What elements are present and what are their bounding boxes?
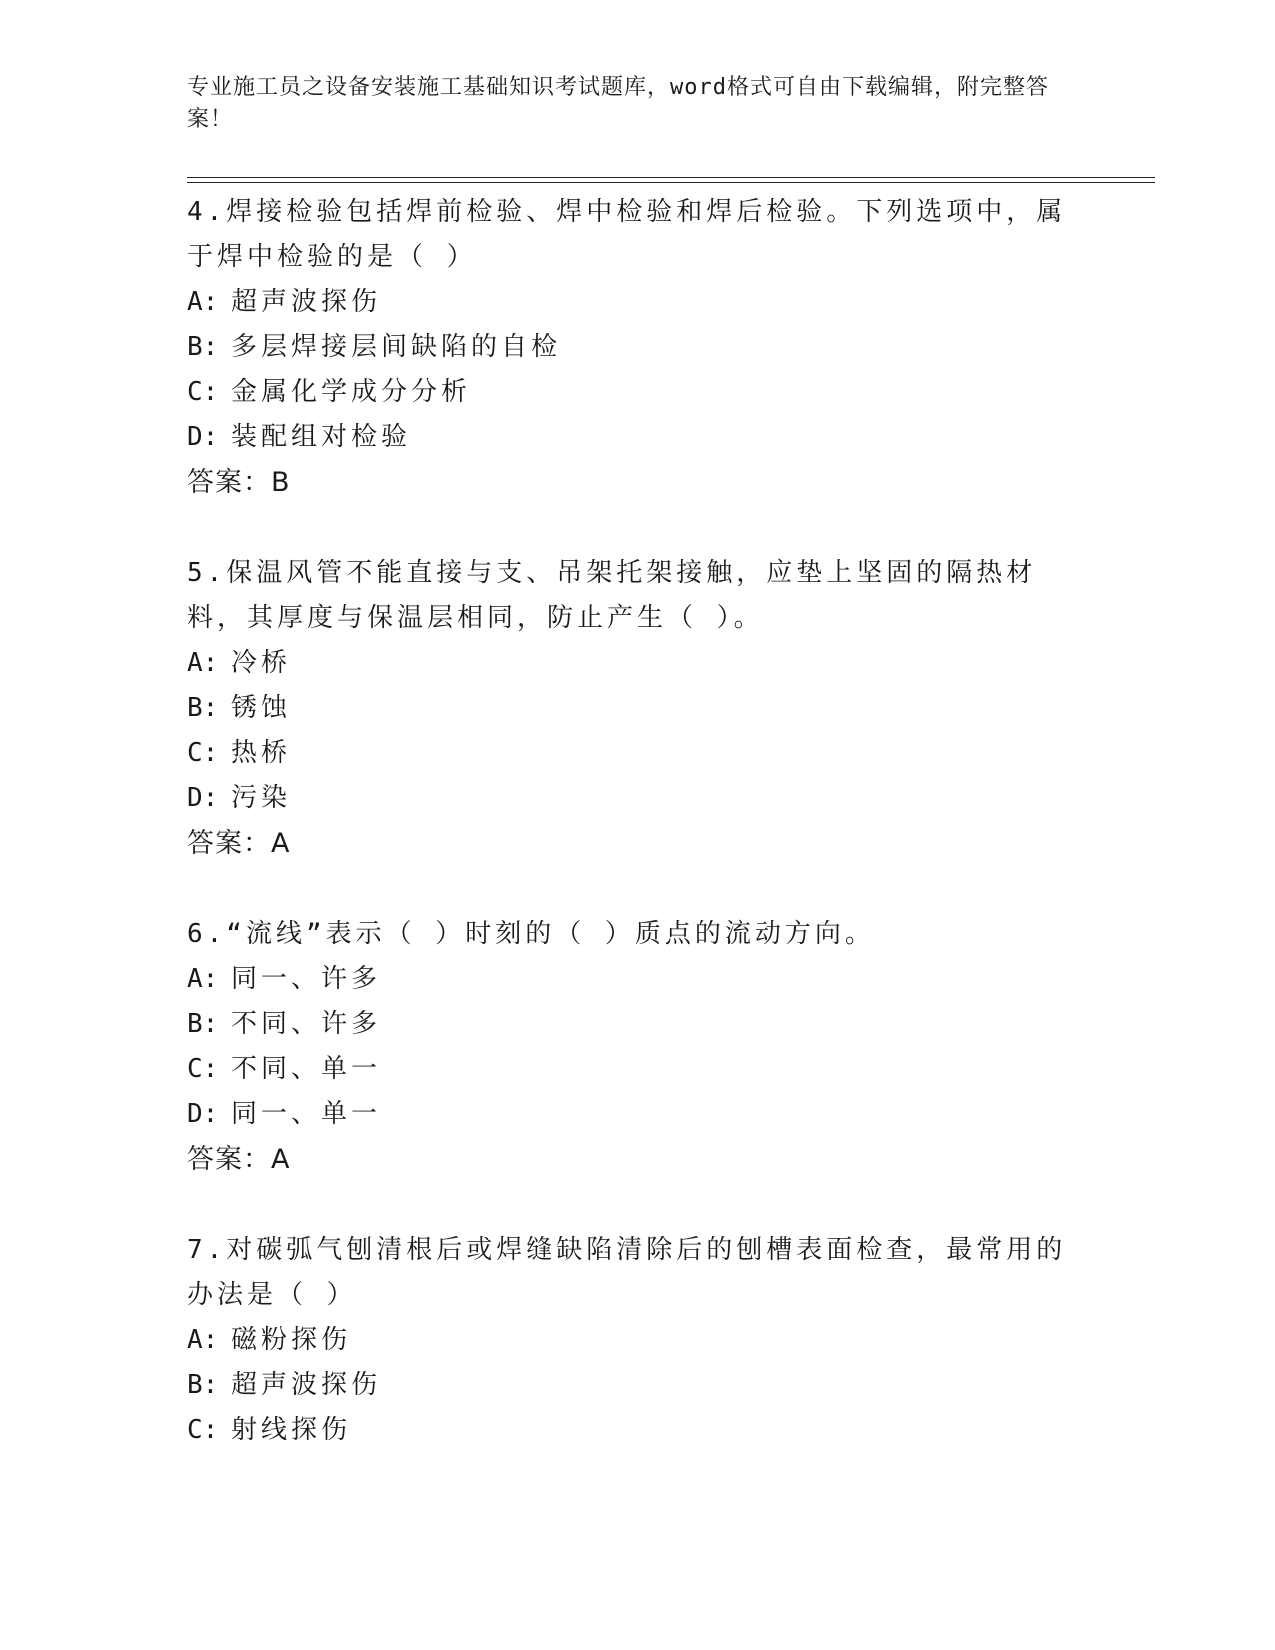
option-text: 射线探伤: [231, 1415, 352, 1445]
option-c: [187, 1047, 1067, 1092]
option-text: 金属化学成分分析: [231, 377, 472, 407]
option-letter: B:: [187, 332, 219, 362]
option-text: 不同、单一: [231, 1054, 382, 1084]
option-c: [187, 1408, 1067, 1453]
option-text: 同一、单一: [231, 1099, 382, 1129]
option-text: 不同、许多: [231, 1009, 382, 1039]
header-divider-bottom: [187, 182, 1155, 183]
option-letter: A:: [187, 287, 219, 317]
option-text: 装配组对检验: [231, 422, 412, 452]
option-letter: C:: [187, 377, 219, 407]
header-divider-top: [187, 177, 1155, 178]
option-text: 锈蚀: [231, 693, 292, 723]
option-text: 多层焊接层间缺陷的自检: [231, 332, 562, 362]
option-b: [187, 1363, 1067, 1408]
option-d: [187, 1092, 1067, 1137]
option-d: [187, 415, 1067, 460]
answer-line: 答案：B: [187, 467, 291, 498]
option-c: [187, 370, 1067, 415]
option-letter: D:: [187, 1099, 219, 1129]
option-b: [187, 325, 1067, 370]
option-letter: B:: [187, 1370, 219, 1400]
option-letter: D:: [187, 422, 219, 452]
question-6: [187, 912, 1067, 1182]
option-a: [187, 641, 1067, 686]
option-text: 磁粉探伤: [231, 1325, 352, 1355]
document-title: 专业施工员之设备安装施工基础知识考试题库，word格式可自由下载编辑，附完整答案！: [187, 75, 1049, 132]
answer-line: 答案：A: [187, 828, 291, 859]
question-4: [187, 190, 1067, 505]
option-a: [187, 280, 1067, 325]
option-letter: A:: [187, 1325, 219, 1355]
question-stem: 6.“流线”表示（ ）时刻的（ ）质点的流动方向。: [187, 919, 875, 949]
option-text: 热桥: [231, 738, 292, 768]
option-letter: C:: [187, 738, 219, 768]
question-stem: 4.焊接检验包括焊前检验、焊中检验和焊后检验。下列选项中，属于焊中检验的是（ ）: [187, 197, 1067, 272]
option-a: [187, 1318, 1067, 1363]
option-letter: A:: [187, 964, 219, 994]
option-b: [187, 1002, 1067, 1047]
option-d: [187, 776, 1067, 821]
answer-line: 答案：A: [187, 1144, 291, 1175]
option-a: [187, 957, 1067, 1002]
question-7: [187, 1228, 1067, 1453]
option-text: 同一、许多: [231, 964, 382, 994]
question-list: [187, 190, 1067, 1499]
question-stem: 5.保温风管不能直接与支、吊架托架接触，应垫上坚固的隔热材料，其厚度与保温层相同，防止产生（ ）。: [187, 558, 1037, 633]
question-5: [187, 551, 1067, 866]
option-text: 污染: [231, 783, 292, 813]
option-b: [187, 686, 1067, 731]
option-text: 冷桥: [231, 648, 292, 678]
option-letter: B:: [187, 1009, 219, 1039]
option-letter: C:: [187, 1054, 219, 1084]
option-text: 超声波探伤: [231, 287, 382, 317]
option-letter: C:: [187, 1415, 219, 1445]
option-c: [187, 731, 1067, 776]
option-letter: A:: [187, 648, 219, 678]
option-letter: B:: [187, 693, 219, 723]
option-letter: D:: [187, 783, 219, 813]
option-text: 超声波探伤: [231, 1370, 382, 1400]
question-stem: 7.对碳弧气刨清根后或焊缝缺陷清除后的刨槽表面检查，最常用的办法是（ ）: [187, 1235, 1067, 1310]
